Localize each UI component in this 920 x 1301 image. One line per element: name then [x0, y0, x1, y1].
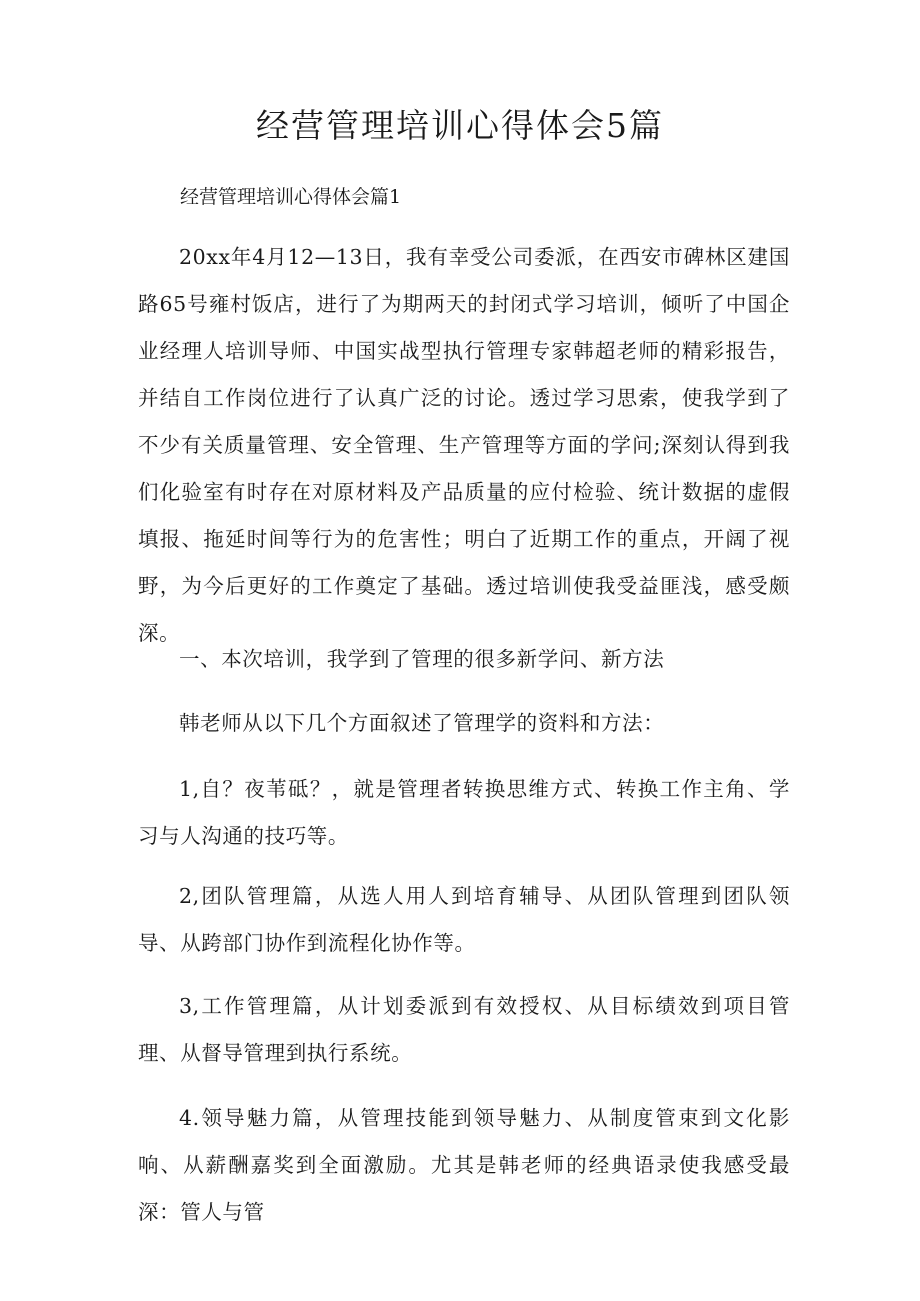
paragraph-heading-one: 一、本次培训，我学到了管理的很多新学问、新方法 [179, 647, 665, 671]
section-subtitle: 经营管理培训心得体会篇1 [180, 186, 402, 208]
paragraph-item-1: 1,自？夜苇砥？，就是管理者转换思维方式、转换工作主角、学习与人沟通的技巧等。 [138, 777, 790, 848]
paragraph-intro: 20xx年4月12—13日，我有幸受公司委派，在西安市碑林区建国路65号雍村饭店，进行了为期两天的封闭式学习培训，倾听了中国企业经理人培训导师、中国实战型执行管理专家韩超老师的精彩报告，并结自工作岗位进行了认真广泛的讨论。透过学习思索，使我学到了不少有关质量管理、安全管理、生产管理等方面的学问;深刻认得到我们化验室有时存在对原材料及产品质量的应付检验、统计数据的虚假填报、拖延时间等行为的危害性；明白了近期工作的重点，开阔了视野，为今后更好的工作奠定了基础。透过培训使我受益匪浅，感受颇深。 [138, 245, 790, 645]
paragraph-methods-intro: 韩老师从以下几个方面叙述了管理学的资料和方法： [179, 711, 665, 735]
paragraph-item-3: 3,工作管理篇，从计划委派到有效授权、从目标绩效到项目管理、从督导管理到执行系统。 [138, 994, 790, 1065]
document-title: 经营管理培训心得体会5篇 [256, 106, 664, 145]
paragraph-item-4: 4.领导魅力篇，从管理技能到领导魅力、从制度管束到文化影响、从薪酬嘉奖到全面激励。尤其是韩老师的经典语录使我感受最深：管人与管 [138, 1106, 790, 1224]
paragraph-item-2: 2,团队管理篇，从选人用人到培育辅导、从团队管理到团队领导、从跨部门协作到流程化协作等。 [138, 884, 790, 955]
